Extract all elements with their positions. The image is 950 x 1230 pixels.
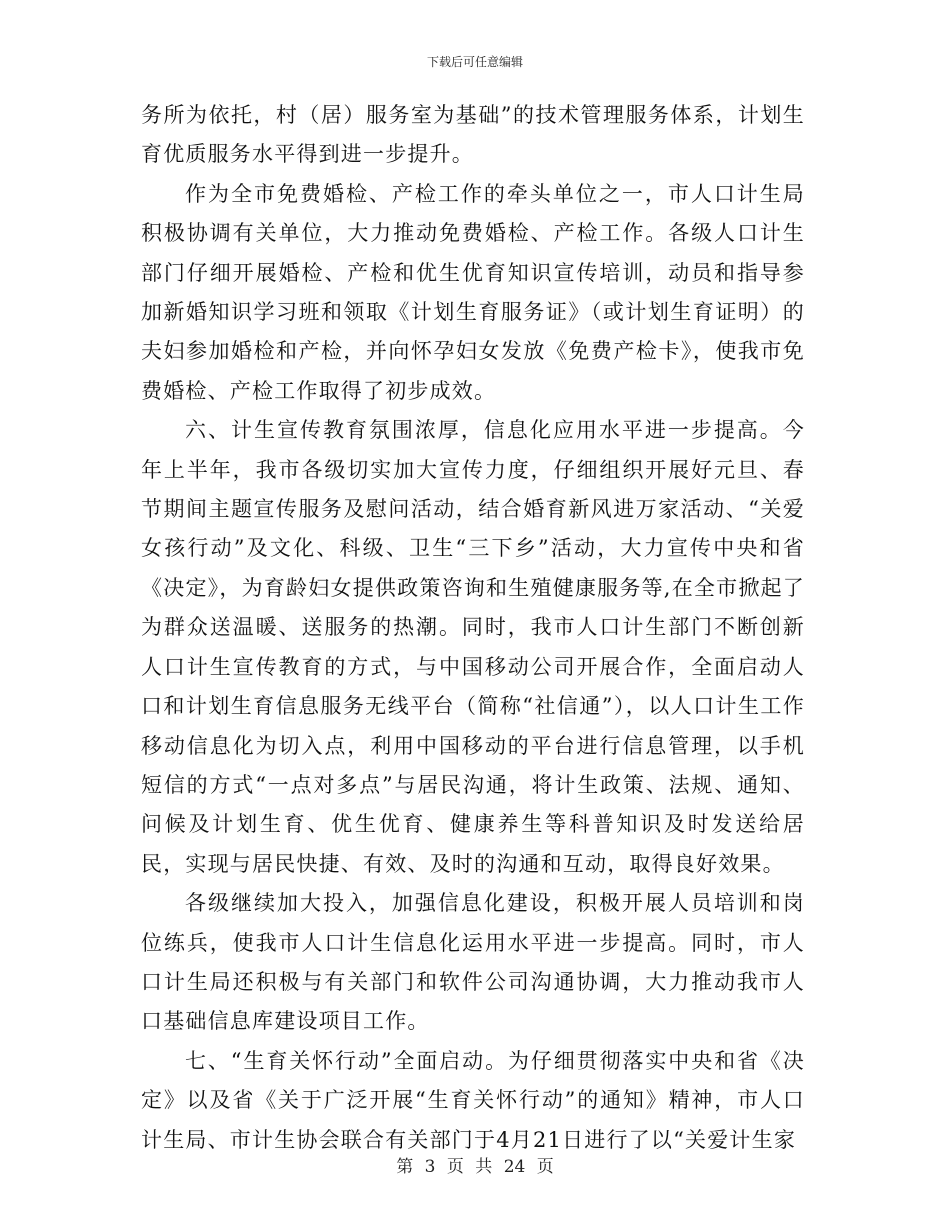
paragraph-section-seven: 七、“生育关怀行动”全面启动。为仔细贯彻落实中央和省《决定》以及省《关于广泛开展“生育关怀行动”的通知》精神，市人口计生局、市计生协会联合有关部门于4月21日进行了以“关爱计生家: [141, 1048, 805, 1152]
paragraph-free-checkup: 作为全市免费婚检、产检工作的牵头单位之一，市人口计生局积极协调有关单位，大力推动免费婚检、产检工作。各级人口计生部门仔细开展婚检、产检和优生优育知识宣传培训，动员和指导参加新婚知识学习班和领取《计划生育服务证》（或计划生育证明）的夫妇参加婚检和产检，并向怀孕妇女发放《免费产检卡》，使我市免费婚检、产检工作取得了初步成效。: [141, 181, 805, 403]
page-header: 下载后可任意编辑: [426, 55, 523, 69]
paragraph-continuation: 务所为依托，村（居）服务室为基础”的技术管理服务体系，计划生育优质服务水平得到进一步提升。: [141, 103, 805, 167]
paragraph-informatization: 各级继续加大投入，加强信息化建设，积极开展人员培训和岗位练兵，使我市人口计生信息化运用水平进一步提高。同时，市人口计生局还积极与有关部门和软件公司沟通协调，大力推动我市人口基础信息库建设项目工作。: [141, 891, 805, 1034]
paragraph-section-six: 六、计生宣传教育氛围浓厚，信息化应用水平进一步提高。今年上半年，我市各级切实加大宣传力度，仔细组织开展好元旦、春节期间主题宣传服务及慰问活动，结合婚育新风进万家活动、“关爱女孩行动”及文化、科级、卫生“三下乡”活动，大力宣传中央和省《决定》，为育龄妇女提供政策咨询和生殖健康服务等,在全市掀起了为群众送温暖、送服务的热潮。同时，我市人口计生部门不断创新人口计生宣传教育的方式，与中国移动公司开展合作，全面启动人口和计划生育信息服务无线平台（简称“社信通”），以人口计生工作移动信息化为切入点，利用中国移动的平台进行信息管理，以手机短信的方式“一点对多点”与居民沟通，将计生政策、法规、通知、问候及计划生育、优生优育、健康养生等科普知识及时发送给居民，实现与居民快捷、有效、及时的沟通和互动，取得良好效果。: [141, 418, 805, 876]
document-body: [141, 96, 805, 1160]
page-number-footer: 第 3 页 共 24 页: [396, 1157, 554, 1177]
